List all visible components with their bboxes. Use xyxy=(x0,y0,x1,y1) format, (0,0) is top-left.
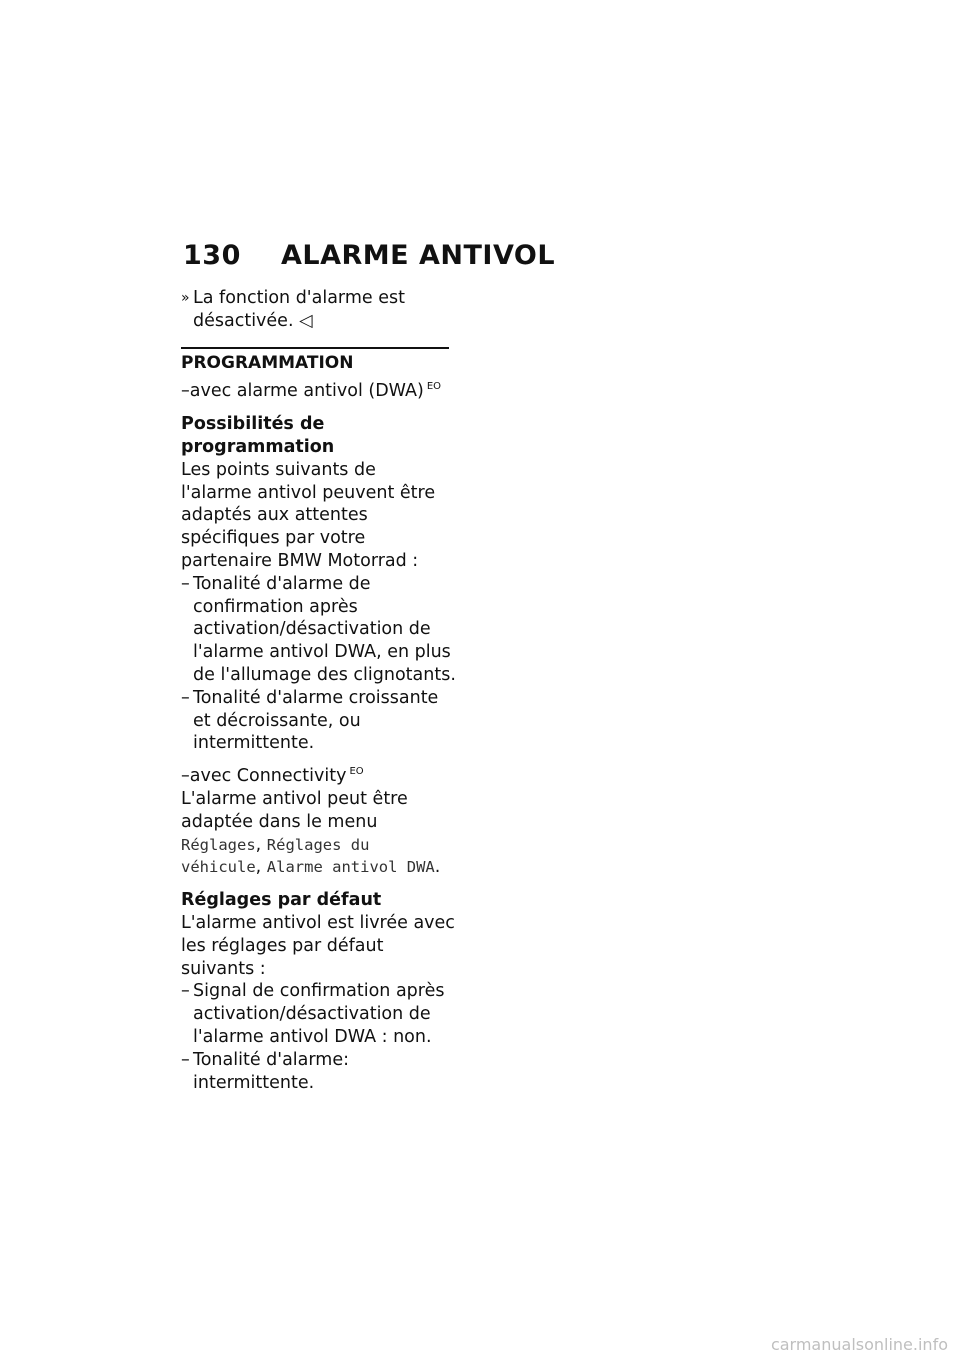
watermark: carmanualsonline.info xyxy=(770,1335,948,1354)
option-connectivity xyxy=(181,765,456,788)
possibilities-intro: Les points suivants de l'alarme antivol peuvent être adaptés aux attentes spécifiques par votre partenaire BMW Motorrad : xyxy=(181,459,436,571)
menu-path-reglages-vehicule: Réglages du véhicule xyxy=(181,835,370,877)
defaults-intro: L'alarme antivol est livrée avec les réglages par défaut suivants : xyxy=(181,912,455,979)
option-connectivity-label: –avec Connectivity xyxy=(181,766,347,787)
result-text: La fonction d'alarme est désactivée. xyxy=(193,288,405,331)
section-divider xyxy=(181,347,449,349)
list-item xyxy=(181,980,456,1048)
page-header xyxy=(183,240,555,271)
content-column xyxy=(181,287,456,1094)
connectivity-text xyxy=(181,788,456,879)
option-connectivity-badge: EO xyxy=(349,766,364,778)
section-title: PROGRAMMATION xyxy=(181,352,354,373)
previous-step-result xyxy=(181,287,456,333)
option-dwa-badge: EO xyxy=(426,381,442,393)
possibilities-heading-line1: Possibilités de xyxy=(181,414,325,435)
menu-sep: , xyxy=(255,834,267,855)
list-dash: – xyxy=(181,573,190,594)
menu-path-reglages: Réglages xyxy=(181,835,256,854)
list-item xyxy=(181,573,456,687)
menu-sep: , xyxy=(255,857,267,878)
result-marker: » xyxy=(181,290,190,306)
list-dash: – xyxy=(181,981,190,1002)
list-item xyxy=(181,687,456,755)
option-dwa xyxy=(181,380,456,403)
defaults-heading: Réglages par défaut xyxy=(181,890,382,911)
option-dwa-label: –avec alarme antivol (DWA) xyxy=(181,381,424,402)
list-dash: – xyxy=(181,687,190,708)
list-item-text: Tonalité d'alarme: intermittente. xyxy=(193,1049,349,1093)
list-item-text: Signal de confirmation après activation/désactivation de l'alarme antivol DWA : non. xyxy=(193,981,445,1047)
list-item-text: Tonalité d'alarme de confirmation après activation/désactivation de l'alarme antivol DWA, en plus de l'allumage des clignotants. xyxy=(193,573,456,685)
menu-path-alarme-antivol: Alarme antivol DWA xyxy=(266,858,435,877)
chapter-title: ALARME ANTIVOL xyxy=(281,240,556,271)
menu-end: . xyxy=(434,857,441,878)
page-number: 130 xyxy=(183,240,241,271)
end-of-procedure-icon: ◁ xyxy=(299,310,313,331)
list-item-text: Tonalité d'alarme croissante et décroissante, ou intermittente. xyxy=(193,687,439,754)
possibilities-heading xyxy=(181,413,456,459)
list-item xyxy=(181,1049,456,1095)
list-dash: – xyxy=(181,1049,190,1070)
possibilities-heading-line2: programmation xyxy=(181,436,335,457)
connectivity-text-intro: L'alarme antivol peut être adaptée dans le menu xyxy=(181,788,408,832)
